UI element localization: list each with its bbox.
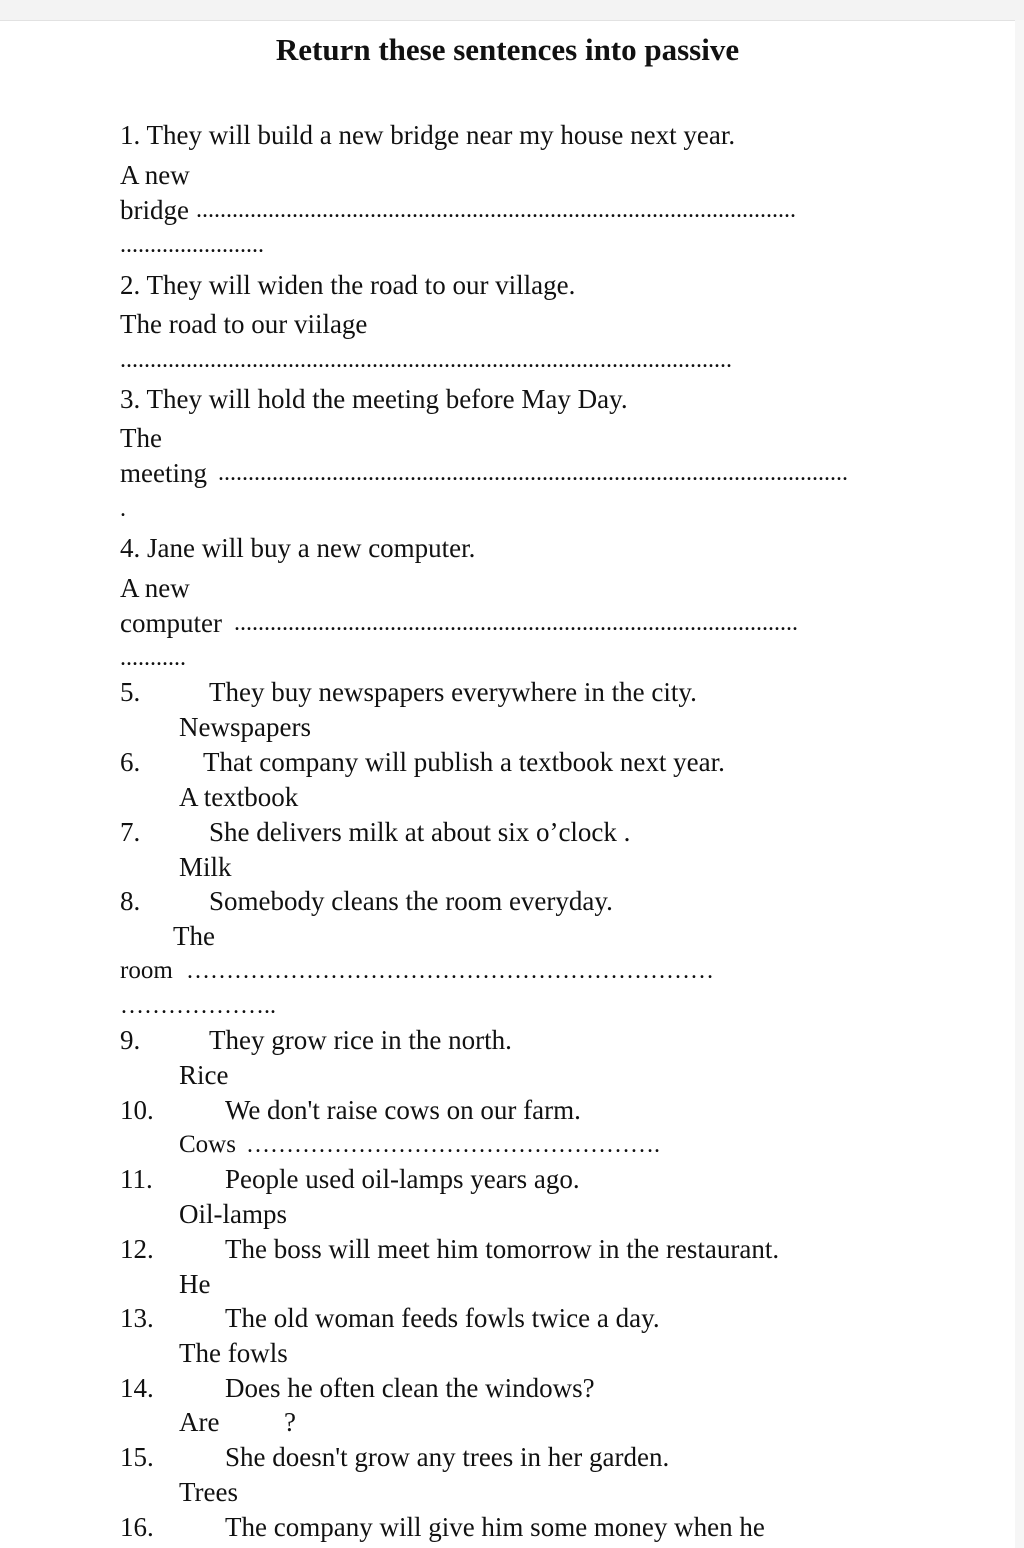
item-10-answer-blank[interactable]: ……………………………………………. [246,1132,660,1158]
item-7-sentence: She delivers milk at about six o’clock . [209,817,631,847]
item-8-answer-start: The [173,921,215,951]
item-14-answer-start: Are [179,1407,220,1437]
item-3-answer-blank[interactable]: ......................................................................................................... [218,460,848,486]
item-9-sentence: They grow rice in the north. [209,1025,512,1055]
item-4-answer-start: A new [120,573,190,603]
item-1-answer-blank-cont[interactable]: ........................ [120,232,264,258]
item-4-sentence: 4. Jane will buy a new computer. [120,533,476,563]
item-9-number: 9. [120,1025,141,1055]
item-3-sentence: 3. They will hold the meeting before May Day. [120,384,628,414]
item-15-number: 15. [120,1442,154,1472]
item-1-sentence: 1. They will build a new bridge near my house next year. [120,120,736,150]
item-4-answer-blank[interactable]: .............................................................................................. [234,610,798,636]
item-16-number: 16. [120,1512,154,1542]
item-3-answer-blank-cont[interactable]: . [120,496,126,522]
item-5-answer-start: Newspapers [179,712,311,742]
item-12-number: 12. [120,1234,154,1264]
item-13-sentence: The old woman feeds fowls twice a day. [225,1303,660,1333]
item-5-sentence: They buy newspapers everywhere in the city. [209,677,697,707]
item-4-answer-blank-cont[interactable]: ........... [120,645,186,671]
item-6-number: 6. [120,747,141,777]
item-15-answer-start: Trees [179,1477,239,1507]
item-14-answer-end: ? [284,1407,296,1437]
item-16-sentence: The company will give him some money when he [225,1512,765,1542]
item-12-sentence: The boss will meet him tomorrow in the restaurant. [225,1234,780,1264]
item-9-answer-start: Rice [179,1060,229,1090]
item-3-answer-subject: meeting [120,458,207,488]
item-6-sentence: That company will publish a textbook next year. [203,747,725,777]
item-6-answer-start: A textbook [179,782,299,812]
item-10-sentence: We don't raise cows on our farm. [225,1095,581,1125]
item-8-answer-blank-cont[interactable]: ……………….. [120,993,276,1019]
item-2-answer-blank[interactable]: ...................................................................................................... [120,347,732,373]
worksheet-title: Return these sentences into passive [275,32,740,67]
item-14-number: 14. [120,1373,154,1403]
item-7-number: 7. [120,817,141,847]
item-2-answer-start: The road to our viilage [120,309,368,339]
item-10-answer-start: Cows [179,1131,236,1158]
item-10-number: 10. [120,1095,154,1125]
item-5-number: 5. [120,677,141,707]
item-14-sentence: Does he often clean the windows? [225,1373,595,1403]
item-1-answer-subject: bridge [120,195,189,225]
item-4-answer-subject: computer [120,608,222,638]
item-13-number: 13. [120,1303,154,1333]
scrollbar-track[interactable] [1015,20,1024,1548]
item-11-sentence: People used oil-lamps years ago. [225,1164,580,1194]
item-12-answer-start: He [179,1269,211,1299]
item-11-answer-start: Oil-lamps [179,1199,287,1229]
item-8-sentence: Somebody cleans the room everyday. [209,886,613,916]
item-7-answer-start: Milk [179,852,232,882]
item-1-answer-start: A new [120,160,190,190]
item-3-answer-start: The [120,423,162,453]
item-8-answer-blank[interactable]: ………………………………………………………… [186,958,714,984]
item-15-sentence: She doesn't grow any trees in her garden. [225,1442,670,1472]
item-1-answer-blank[interactable]: .................................................................................................... [196,197,796,223]
item-8-answer-subject: room [120,957,173,984]
item-8-number: 8. [120,886,141,916]
item-13-answer-start: The fowls [179,1338,288,1368]
item-11-number: 11. [120,1164,153,1194]
item-2-sentence: 2. They will widen the road to our village. [120,270,576,300]
